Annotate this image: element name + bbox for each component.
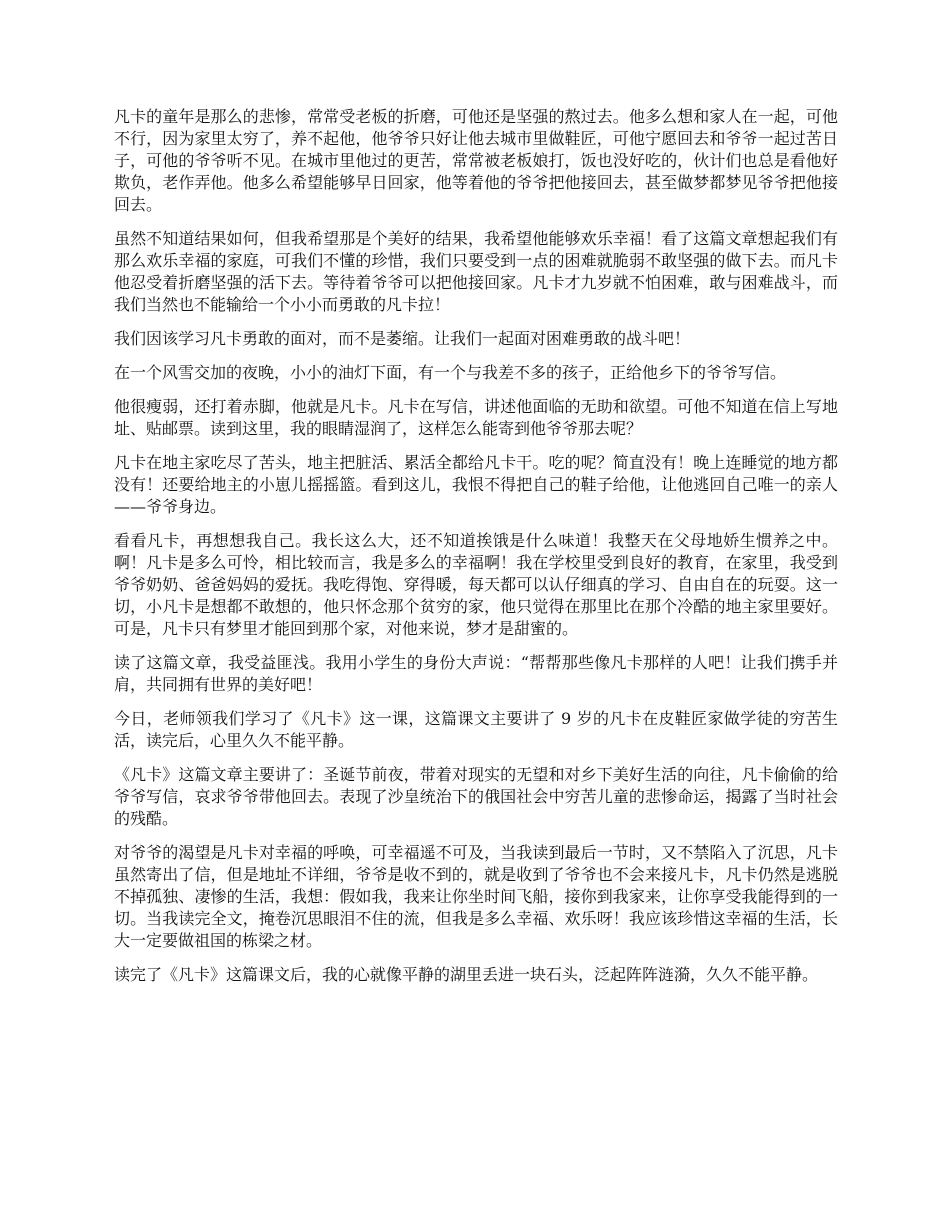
paragraph-10: 《凡卡》这篇文章主要讲了：圣诞节前夜，带着对现实的无望和对乡下美好生活的向往，凡卡偷偷的给爷爷写信，哀求爷爷带他回去。表现了沙皇统治下的俄国社会中穷苦儿童的悲惨命运，揭露了当时社会的残酷。 [114,765,838,828]
paragraph-7: 看看凡卡，再想想我自己。我长这么大，还不知道挨饿是什么味道！我整天在父母地娇生惯养之中。啊！凡卡是多么可怜，相比较而言，我是多么的幸福啊！我在学校里受到良好的教育，在家里，我受到爷爷奶奶、爸爸妈妈的爱抚。我吃得饱、穿得暖，每天都可以认仔细真的学习、自由自在的玩耍。这一切，小凡卡是想都不敢想的，他只怀念那个贫穷的家，他只觉得在那里比在那个冷酷的地主家里要好。可是，凡卡只有梦里才能回到那个家，对他来说，梦才是甜蜜的。 [114,531,838,638]
paragraph-6: 凡卡在地主家吃尽了苦头，地主把脏活、累活全都给凡卡干。吃的呢？简直没有！晚上连睡觉的地方都没有！还要给地主的小崽儿摇摇篮。看到这儿，我恨不得把自己的鞋子给他，让他逃回自己唯一的亲人——爷爷身边。 [114,453,838,516]
paragraph-11: 对爷爷的渴望是凡卡对幸福的呼唤，可幸福遥不可及，当我读到最后一节时，又不禁陷入了沉思，凡卡虽然寄出了信，但是地址不详细，爷爷是收不到的，就是收到了爷爷也不会来接凡卡，凡卡仍然是逃脱不掉孤独、凄惨的生活，我想：假如我，我来让你坐时间飞船，接你到我家来，让你享受我能得到的一切。当我读完全文，掩卷沉思眼泪不住的流，但我是多么幸福、欢乐呀！我应该珍惜这幸福的生活，长大一定要做祖国的栋梁之材。 [114,843,838,950]
paragraph-3: 我们因该学习凡卡勇敢的面对，而不是萎缩。让我们一起面对困难勇敢的战斗吧！ [114,329,691,348]
paragraph-5: 他很瘦弱，还打着赤脚，他就是凡卡。凡卡在写信，讲述他面临的无助和欲望。可他不知道在信上写地址、贴邮票。读到这里，我的眼睛湿润了，这样怎么能寄到他爷爷那去呢？ [114,397,838,438]
paragraph-9: 今日，老师领我们学习了《凡卡》这一课，这篇课文主要讲了 9 岁的凡卡在皮鞋匠家做学徒的穷苦生活，读完后，心里久久不能平静。 [114,709,838,750]
document-body [114,106,838,998]
paragraph-4: 在一个风雪交加的夜晚，小小的油灯下面，有一个与我差不多的孩子，正给他乡下的爷爷写信。 [114,363,787,382]
paragraph-12: 读完了《凡卡》这篇课文后，我的心就像平静的湖里丢进一块石头，泛起阵阵涟漪，久久不能平静。 [114,965,819,984]
paragraph-2: 虽然不知道结果如何，但我希望那是个美好的结果，我希望他能够欢乐幸福！看了这篇文章想起我们有那么欢乐幸福的家庭，可我们不懂的珍惜，我们只要受到一点的困难就脆弱不敢坚强的做下去。而凡卡他忍受着折磨坚强的活下去。等待着爷爷可以把他接回家。凡卡才九岁就不怕困难，敢与困难战斗，而我们当然也不能输给一个小小而勇敢的凡卡拉！ [114,229,838,314]
paragraph-1: 凡卡的童年是那么的悲惨，常常受老板的折磨，可他还是坚强的熬过去。他多么想和家人在一起，可他不行，因为家里太穷了，养不起他，他爷爷只好让他去城市里做鞋匠，可他宁愿回去和爷爷一起过苦日子，可他的爷爷听不见。在城市里他过的更苦，常常被老板娘打，饭也没好吃的，伙计们也总是看他好欺负，老作弄他。他多么希望能够早日回家，他等着他的爷爷把他接回去，甚至做梦都梦见爷爷把他接回去。 [114,107,838,214]
paragraph-8: 读了这篇文章，我受益匪浅。我用小学生的身份大声说：“帮帮那些像凡卡那样的人吧！让我们携手并肩，共同拥有世界的美好吧！ [114,653,838,694]
